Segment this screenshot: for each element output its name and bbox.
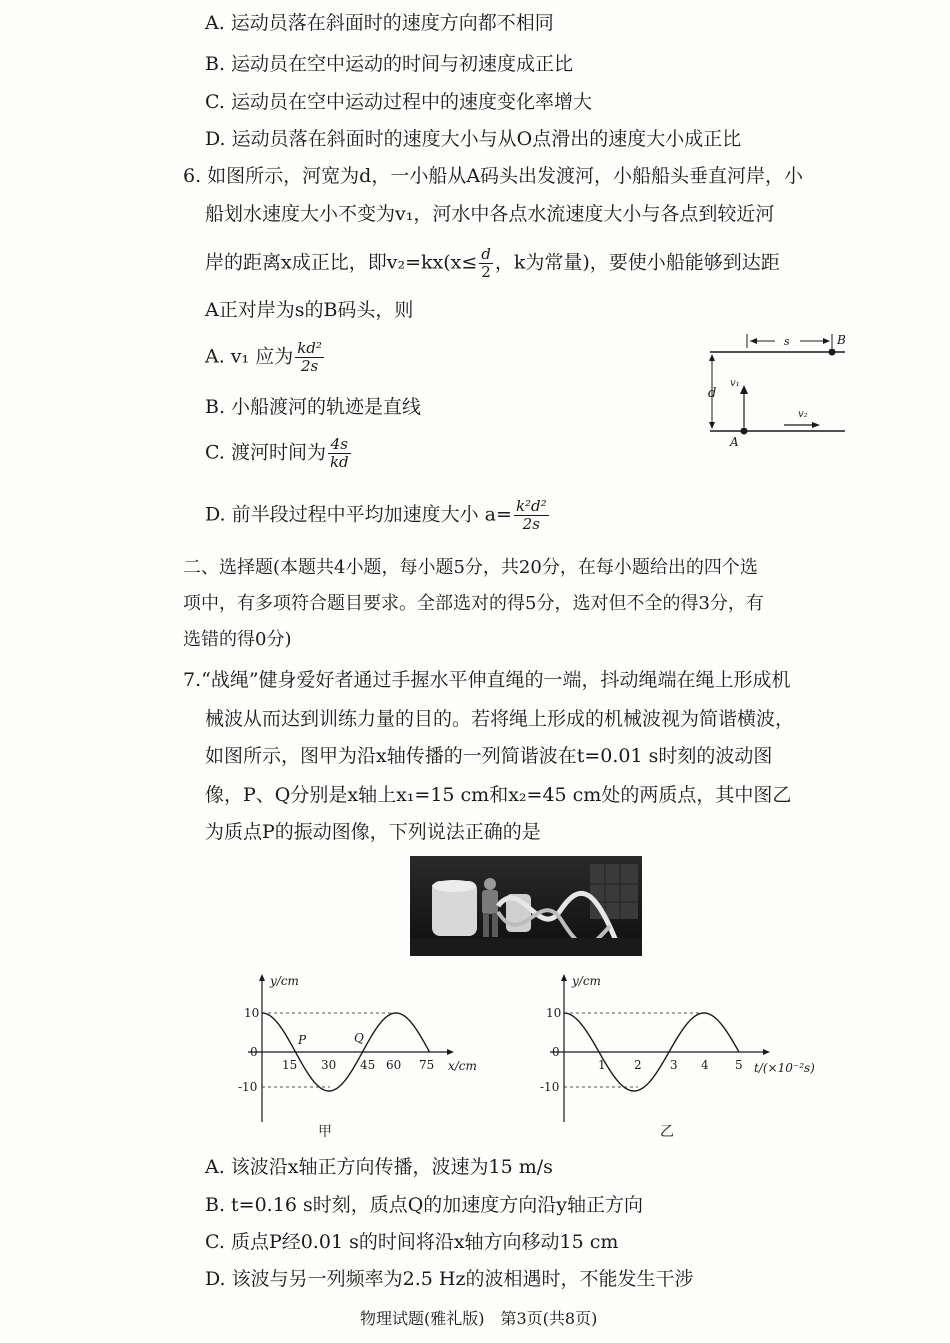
q6-option-c: C. 渡河时间为 $\frac{4s}{kd}$ — [205, 435, 349, 471]
page-footer: 物理试题(雅礼版) 第3页(共8页) — [360, 1309, 598, 1328]
wave-graph-jia — [238, 970, 488, 1145]
graph2-t5: 5 — [735, 1058, 743, 1072]
graph1-x75: 75 — [419, 1058, 435, 1072]
graph2-t1: 1 — [598, 1058, 606, 1072]
q7-stem-line4: 像，P、Q分别是x轴上x₁=15 cm和x₂=45 cm处的两质点，其中图乙 — [205, 784, 792, 806]
q5-option-a: A. 运动员落在斜面时的速度方向都不相同 — [205, 12, 554, 34]
graph2-y0: 0 — [552, 1045, 560, 1059]
q6-stem-line1: 6. 如图所示，河宽为d，一小船从A码头出发渡河，小船船头垂直河岸，小 — [183, 165, 804, 187]
point-a-dot — [741, 428, 748, 435]
graph2-yneg10: -10 — [540, 1080, 560, 1094]
graph2-t4: 4 — [701, 1058, 709, 1072]
q6-option-b: B. 小船渡河的轨迹是直线 — [205, 396, 422, 418]
width-d-label: d — [708, 386, 717, 401]
vibration-graph-yi — [540, 970, 830, 1145]
graph2-t3: 3 — [670, 1058, 678, 1072]
point-p-label: P — [298, 1033, 307, 1047]
graph1-caption: 甲 — [318, 1124, 332, 1140]
graph1-x45: 45 — [360, 1058, 376, 1072]
q7-option-a: A. 该波沿x轴正方向传播，波速为15 m/s — [205, 1156, 553, 1178]
graph1-x15: 15 — [282, 1058, 298, 1072]
graph2-caption: 乙 — [660, 1124, 674, 1140]
q6-stem-line2: 船划水速度大小不变为v₁，河水中各点水流速度大小与各点到较近河 — [205, 203, 775, 225]
section2-line1: 二、选择题(本题共4小题，每小题5分，共20分，在每小题给出的四个选 — [183, 557, 758, 578]
q6-stem-line4: A正对岸为s的B码头，则 — [205, 299, 414, 321]
q6-stem-line3: 岸的距离x成正比，即v₂=kx(x≤ $\frac{d}{2}$ ，k为常量)，要使小船能够到达距 — [205, 245, 780, 281]
graph1-xlabel: x/cm — [448, 1059, 477, 1073]
graph1-x60: 60 — [386, 1058, 402, 1072]
graph1-y10: 10 — [244, 1006, 260, 1020]
q6-option-d: D. 前半段过程中平均加速度大小 a= $\frac{\text{k²d²}}{2s}$ — [205, 497, 547, 533]
graph2-xlabel: t/(×10⁻²s) — [754, 1061, 815, 1075]
q7-stem-line5: 为质点P的振动图像，下列说法正确的是 — [205, 821, 541, 843]
graph1-y0: 0 — [250, 1045, 258, 1059]
point-b-label: B — [837, 333, 846, 347]
point-q-label: Q — [354, 1031, 364, 1045]
graph1-x30: 30 — [321, 1058, 337, 1072]
graph2-t2: 2 — [634, 1058, 642, 1072]
section2-line3: 选错的得0分) — [183, 629, 292, 650]
q7-stem-line2: 械波从而达到训练力量的目的。若将绳上形成的机械波视为简谐横波， — [205, 708, 795, 730]
q7-option-b: B. t=0.16 s时刻，质点Q的加速度方向沿y轴正方向 — [205, 1194, 644, 1216]
q7-option-d: D. 该波与另一列频率为2.5 Hz的波相遇时，不能发生干涉 — [205, 1268, 694, 1290]
river-crossing-diagram — [700, 330, 860, 450]
q5-option-d: D. 运动员落在斜面时的速度大小与从O点滑出的速度大小成正比 — [205, 128, 742, 150]
graph1-yneg10: -10 — [238, 1080, 258, 1094]
graph1-ylabel: y/cm — [270, 974, 299, 988]
q7-stem-line1: 7.“战绳”健身爱好者通过手握水平伸直绳的一端，抖动绳端在绳上形成机 — [183, 669, 791, 691]
section2-line2: 项中，有多项符合题目要求。全部选对的得5分，选对但不全的得3分，有 — [183, 593, 764, 614]
graph2-y10: 10 — [546, 1006, 562, 1020]
q7-stem-line3: 如图所示，图甲为沿x轴传播的一列简谐波在t=0.01 s时刻的波动图 — [205, 745, 773, 767]
q6-option-a: A. v₁ 应为 $\frac{\text{kd²}}{2s}$ — [205, 339, 322, 375]
q7-option-c: C. 质点P经0.01 s的时间将沿x轴方向移动15 cm — [205, 1231, 619, 1253]
point-b-dot — [829, 349, 836, 356]
q5-option-b: B. 运动员在空中运动的时间与初速度成正比 — [205, 53, 574, 75]
graph2-ylabel: y/cm — [572, 974, 601, 988]
v2-label: v₂ — [798, 409, 808, 420]
point-a-label: A — [730, 435, 739, 449]
q5-option-c: C. 运动员在空中运动过程中的速度变化率增大 — [205, 91, 592, 113]
v1-label: v₁ — [730, 378, 740, 389]
battle-rope-photo — [410, 856, 642, 956]
distance-s-label: s — [784, 335, 790, 348]
